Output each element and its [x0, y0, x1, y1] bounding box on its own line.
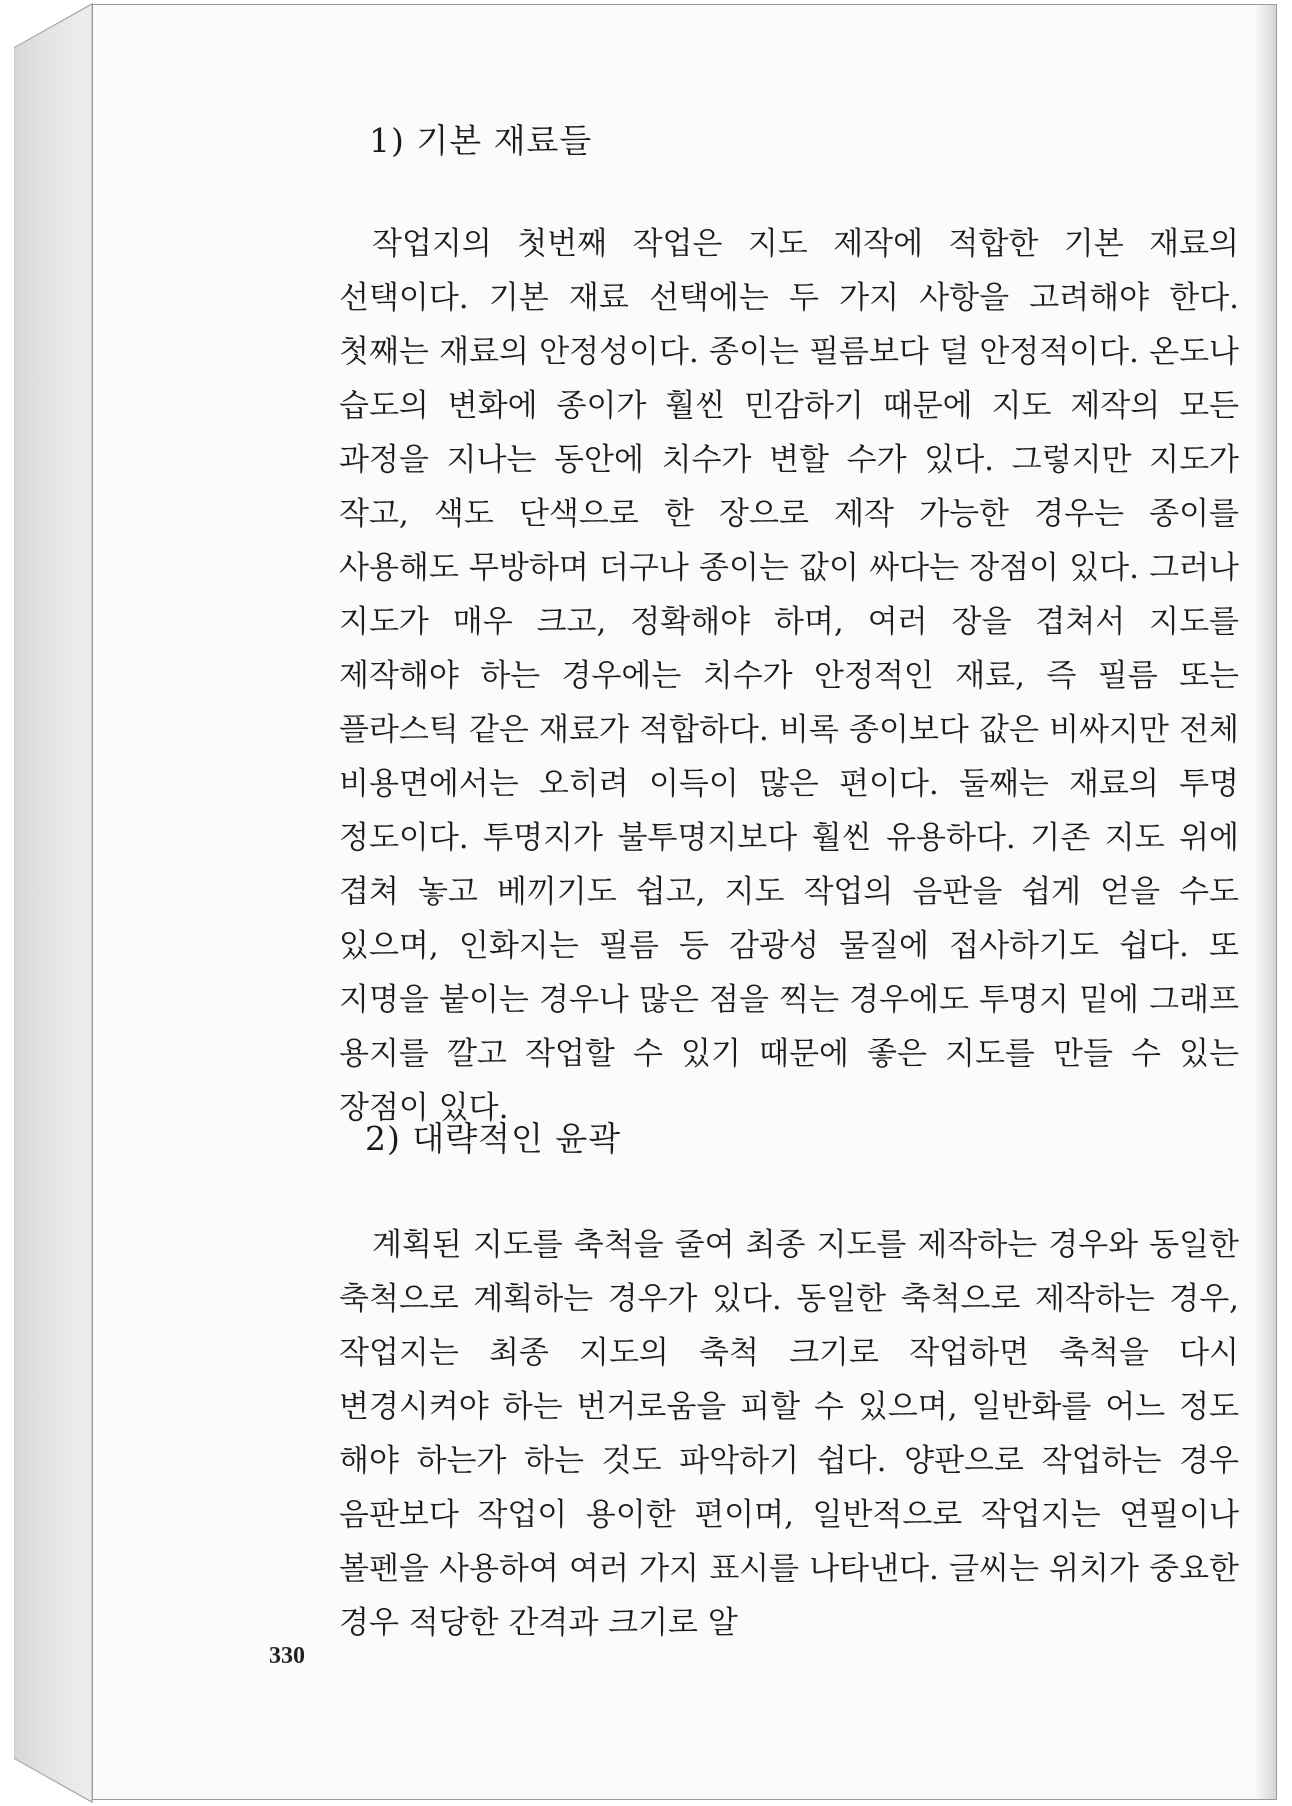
book-edge: [14, 0, 94, 1806]
section-body-1: 작업지의 첫번째 작업은 지도 제작에 적합한 기본 재료의 선택이다. 기본 재료 선택에는 두 가지 사항을 고려해야 한다. 첫째는 재료의 안정성이다. 종이는 필름보다 덜 안정적이다. 온도나 습도의 변화에 종이가 훨씬 민감하기 때문에 지도 제작의 모든 과정을 지나는 동안에 치수가 변할 수가 있다. 그렇지만 지도가 작고, 색도 단색으로 한 장으로 제작 가능한 경우는 종이를 사용해도 무방하며 더구나 종이는 값이 싸다는 장점이 있다. 그러나 지도가 매우 크고, 정확해야 하며, 여러 장을 겹쳐서 지도를 제작해야 하는 경우에는 치수가 안정적인 재료, 즉 필름 또는 플라스틱 같은 재료가 적합하다. 비록 종이보다 값은 비싸지만 전체 비용면에서는 오히려 이득이 많은 편이다. 둘째는 재료의 투명 정도이다. 투명지가 불투명지보다 훨씬 유용하다. 기존 지도 위에 겹쳐 놓고 베끼기도 쉽고, 지도 작업의 음판을 쉽게 얻을 수도 있으며, 인화지는 필름 등 감광성 물질에 접사하기도 쉽다. 또 지명을 붙이는 경우나 많은 점을 찍는 경우에도 투명지 밑에 그래프 용지를 깔고 작업할 수 있기 때문에 좋은 지도를 만들 수 있는 장점이 있다.: [339, 226, 1239, 1126]
section-heading-2: 2) 대략적인 윤곽: [365, 1119, 622, 1158]
document-page: [92, 4, 1277, 1800]
page-shadow: [1254, 5, 1276, 1799]
page-number: 330: [269, 1643, 305, 1669]
section-heading-1: 1) 기본 재료들: [369, 121, 593, 160]
section-body-2: 계획된 지도를 축척을 줄여 최종 지도를 제작하는 경우와 동일한 축척으로 계획하는 경우가 있다. 동일한 축척으로 제작하는 경우, 작업지는 최종 지도의 축척 크기로 작업하면 축척을 다시 변경시켜야 하는 번거로움을 피할 수 있으며, 일반화를 어느 정도 해야 하는가 하는 것도 파악하기 쉽다. 양판으로 작업하는 경우 음판보다 작업이 용이한 편이며, 일반적으로 작업지는 연필이나 볼펜을 사용하여 여러 가지 표시를 나타낸다. 글씨는 위치가 중요한 경우 적당한 간격과 크기로 알: [339, 1227, 1239, 1641]
